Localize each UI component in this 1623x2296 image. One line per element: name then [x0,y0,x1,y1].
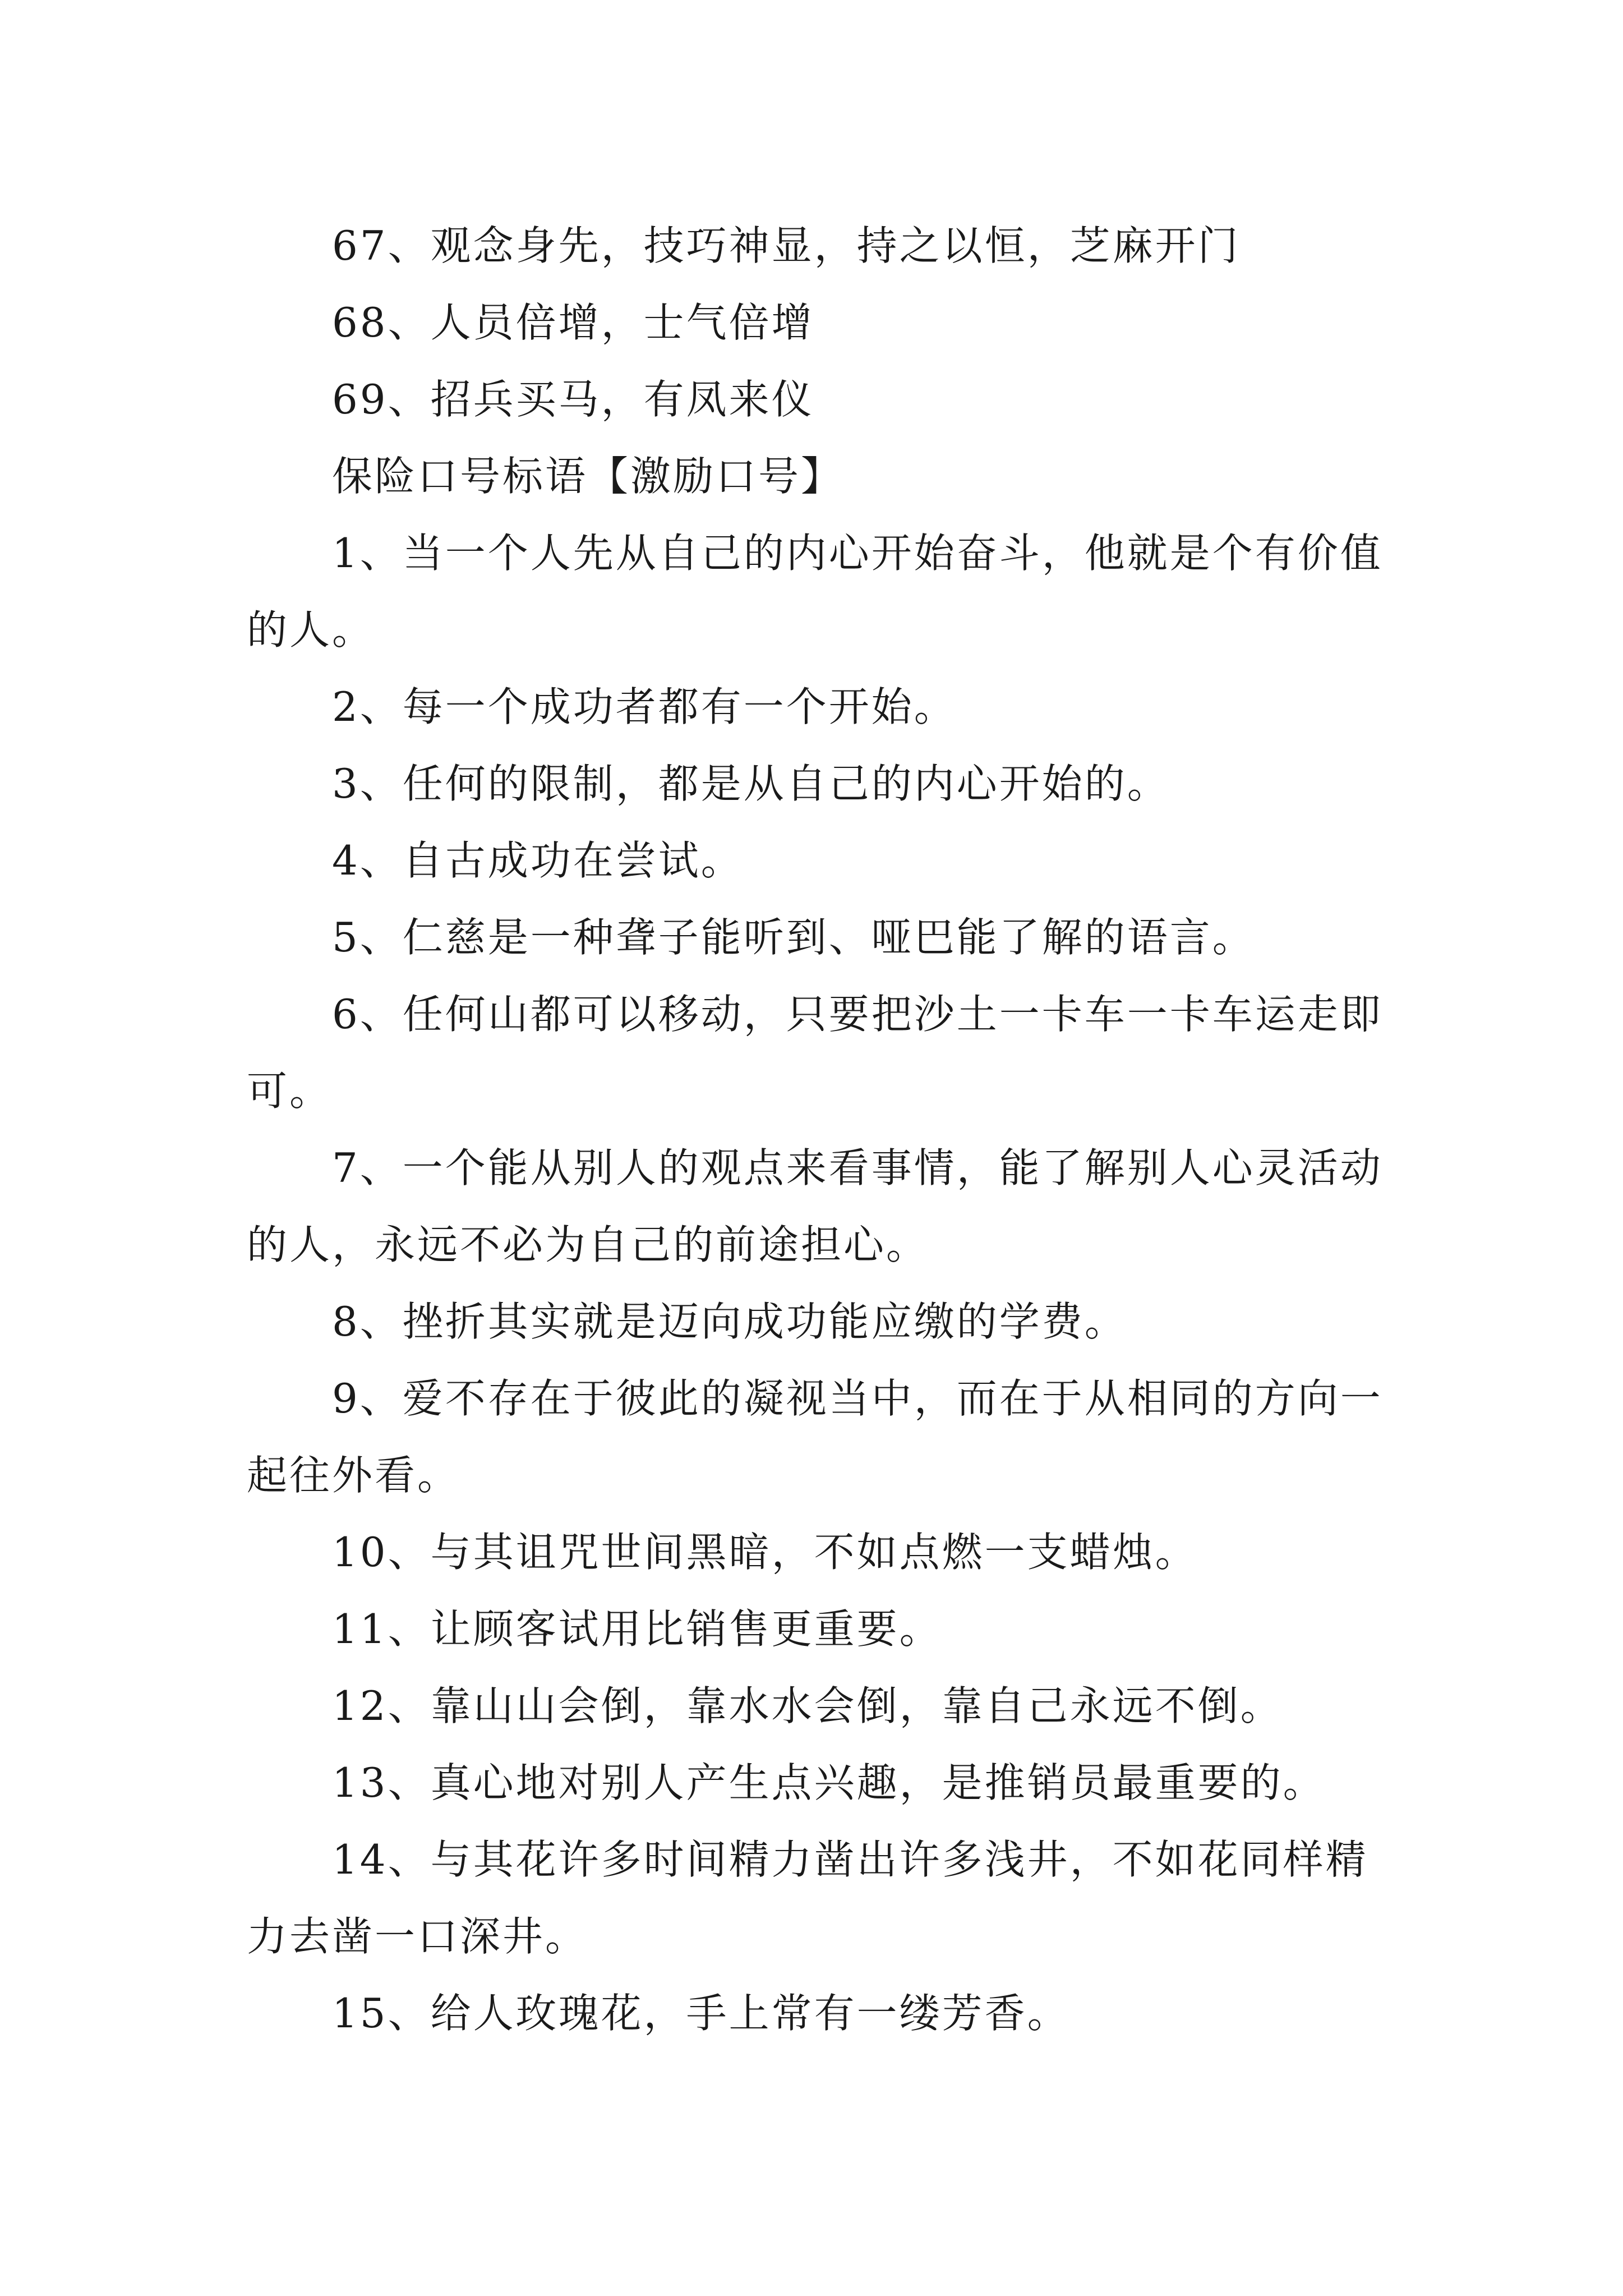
paragraph-9: 9、爱不存在于彼此的凝视当中，而在于从相同的方向一起往外看。 [247,1375,1383,1499]
paragraph-67: 67、观念身先，技巧神显，持之以恒，芝麻开门 [332,222,1241,269]
paragraph-68: 68、人员倍增，士气倍增 [332,299,814,346]
paragraph-10: 10、与其诅咒世间黑暗，不如点燃一支蜡烛。 [332,1529,1198,1576]
document-body [247,208,1391,2052]
paragraph-13: 13、真心地对别人产生点兴趣，是推销员最重要的。 [332,1759,1326,1806]
paragraph-11: 11、让顾客试用比销售更重要。 [332,1605,942,1653]
paragraph-8: 8、挫折其实就是迈向成功能应缴的学费。 [332,1298,1127,1345]
paragraph-3: 3、任何的限制，都是从自己的内心开始的。 [332,760,1170,807]
section-heading: 保险口号标语【激励口号】 [332,453,844,500]
paragraph-14: 14、与其花许多时间精力凿出许多浅井，不如花同样精力去凿一口深井。 [247,1836,1368,1960]
paragraph-69: 69、招兵买马，有凤来仪 [332,376,814,423]
paragraph-5: 5、仁慈是一种聋子能听到、哑巴能了解的语言。 [332,914,1255,961]
paragraph-1: 1、当一个人先从自己的内心开始奋斗，他就是个有价值的人。 [247,530,1383,654]
paragraph-6: 6、任何山都可以移动，只要把沙土一卡车一卡车运走即可。 [247,991,1383,1115]
paragraph-2: 2、每一个成功者都有一个开始。 [332,683,957,730]
paragraph-15: 15、给人玫瑰花，手上常有一缕芳香。 [332,1990,1070,2037]
paragraph-4: 4、自古成功在尝试。 [332,837,744,884]
paragraph-7: 7、一个能从别人的观点来看事情，能了解别人心灵活动的人，永远不必为自己的前途担心。 [247,1144,1383,1268]
paragraph-12: 12、靠山山会倒，靠水水会倒，靠自己永远不倒。 [332,1682,1283,1729]
